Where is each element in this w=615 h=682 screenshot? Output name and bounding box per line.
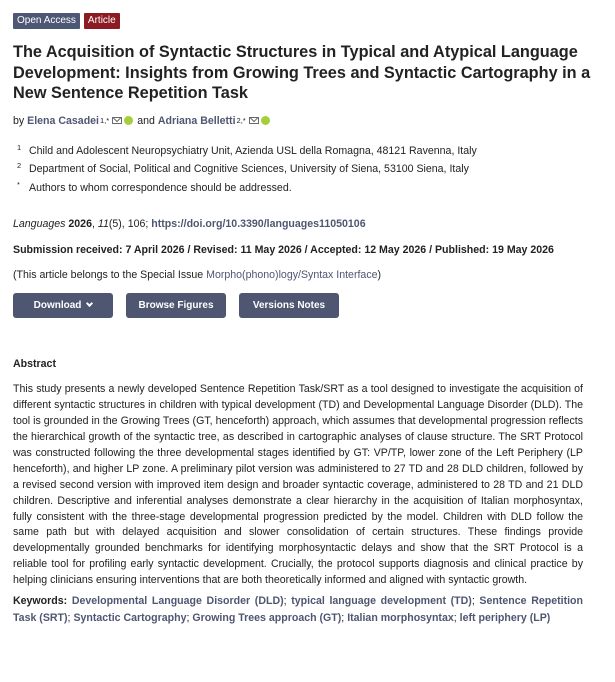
citation-issue-pages: (5), 106; — [108, 218, 149, 231]
author-link-casadei[interactable]: Elena Casadei — [27, 114, 99, 127]
action-buttons — [13, 293, 603, 318]
special-issue-link[interactable]: Morpho(phono)logy/Syntax Interface — [206, 269, 378, 282]
citation-year: 2026 — [68, 218, 92, 231]
abstract-heading: Abstract — [13, 358, 56, 371]
badges — [13, 13, 603, 29]
abstract-text: This study presents a newly developed Sentence Repetition Task/SRT as a tool designed to investigate the acquisition of different syntactic structures in children with typical development (TD) and Developmental Language Disorder (DLD). The tool is grounded in the Growing Trees (GT, henceforth) approach, which assumes that developmental progression reflects the hierarchical growth of the syntactic tree, as described in cartographic analyses of clause structure. The SRT Protocol was constructed following the three developmental stages identified by GT: VP/TP, lower zone of the Left Periphery (LP henceforth), and higher LP zone. A preliminary pilot version was administered to 27 TD and 28 DLD children, followed by a revised second version with improved item design and broader syntactic coverage, administered to 28 TD and 21 DLD children. Descriptive and inferential analyses demonstrate a clear hierarchy in the acquisition of Italian morphosyntax, fully consistent with the three-stage developmental progression predicted by the model. Children with DLD follow the same path but with delayed acquisition and slower consolidation of certain structures. These findings provide developmentally grounded benchmarks for identifying morphosyntactic delays and show that the SRT Protocol is a reliable tool for profiling early syntactic development. Crucially, the protocol supports diagnosis and clinical practice by helping clinicians ensuring interventions that are both theoretically informed and aligned with syntactic growth. — [13, 383, 583, 587]
keyword-link[interactable]: Developmental Language Disorder (DLD) — [71, 595, 284, 608]
browse-figures-label: Browse Figures — [138, 300, 214, 312]
affiliation-text: Child and Adolescent Neuropsychiatry Unit, Azienda USL della Romagna, 48121 Ravenna, Italy — [29, 144, 477, 157]
publication-dates: Submission received: 7 April 2026 / Revised: 11 May 2026 / Accepted: 12 May 2026 / Published: 19 May 2026 — [13, 244, 554, 257]
affiliation-number: 1 — [17, 142, 22, 152]
special-issue-suffix: ) — [377, 269, 382, 282]
orcid-icon[interactable] — [124, 116, 133, 125]
open-access-badge: Open Access — [13, 13, 80, 29]
affiliation-item — [13, 142, 603, 161]
citation-volume: 11 — [97, 218, 109, 231]
by-label: by — [13, 114, 25, 127]
affiliation-item — [13, 179, 603, 198]
author-link-belletti[interactable]: Adriana Belletti — [157, 114, 236, 127]
keywords-label: Keywords: — [13, 595, 68, 608]
article-title: The Acquisition of Syntactic Structures in Typical and Atypical Language Development: Insights from Growing Trees and Syntactic Cartography in a New Sentence Repetition Task — [13, 43, 591, 102]
browse-figures-button[interactable] — [126, 293, 226, 318]
special-issue-note — [13, 268, 603, 282]
keyword-link[interactable]: Italian morphosyntax — [347, 611, 454, 624]
affiliation-number: * — [17, 179, 20, 189]
keyword-link[interactable]: Syntactic Cartography — [73, 611, 187, 624]
journal-name[interactable]: Languages — [13, 218, 66, 231]
article-header — [13, 13, 603, 626]
keyword-link[interactable]: Growing Trees approach (GT) — [192, 611, 342, 624]
versions-notes-label: Versions Notes — [252, 300, 326, 312]
download-button[interactable] — [13, 293, 113, 318]
and-label: and — [137, 114, 155, 127]
versions-notes-button[interactable] — [239, 293, 339, 318]
email-icon[interactable] — [112, 117, 122, 124]
citation-line: Languages 2026, 11(5), 106; https://doi.org/10.3390/languages11050106 — [13, 218, 366, 231]
affiliation-text: Department of Social, Political and Cognitive Sciences, University of Siena, 53100 Siena, Italy — [29, 163, 469, 176]
orcid-icon[interactable] — [261, 116, 270, 125]
article-type-badge: Article — [84, 13, 120, 29]
email-icon[interactable] — [249, 117, 259, 124]
keyword-link[interactable]: left periphery (LP) — [459, 611, 551, 624]
keywords: Keywords: Developmental Language Disorder (DLD); typical language development (TD); Sentence Repetition Task (SRT); Syntactic Cartography; Growing Trees approach (GT); Italian morphosyntax; left periphery (LP) — [13, 595, 583, 624]
keyword-link[interactable]: typical language development (TD) — [291, 595, 472, 608]
keyword-link[interactable]: Sentence Repetition Task (SRT) — [13, 595, 583, 624]
special-issue-prefix: (This article belongs to the Special Issue — [13, 269, 207, 282]
author-line: by Elena Casadei 1,* and Adriana Belletti 2,* — [13, 114, 603, 128]
affiliation-number: 2 — [17, 161, 22, 171]
affiliation-text: Authors to whom correspondence should be addressed. — [29, 181, 292, 194]
download-button-label: Download — [33, 300, 82, 312]
doi-link[interactable]: https://doi.org/10.3390/languages11050106 — [151, 218, 366, 231]
affiliation-item — [13, 160, 603, 179]
chevron-down-icon — [86, 300, 93, 307]
affiliations — [13, 142, 603, 198]
